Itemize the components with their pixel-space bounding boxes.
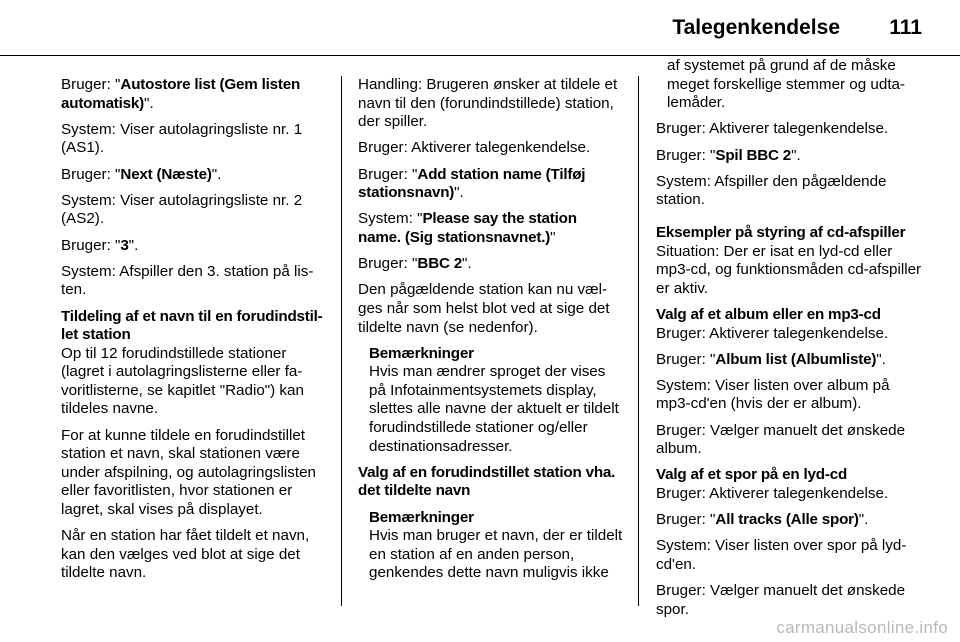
note-title: Bemærkninger: [369, 344, 474, 362]
watermark: carmanualsonline.info: [776, 618, 948, 637]
section-heading: Valg af en forudindstillet station vha. det tildelte navn: [358, 463, 616, 500]
paragraph: [358, 210, 623, 247]
paragraph: [61, 237, 329, 256]
command-text: Please say the station name. (Sig stationsnavnet.): [358, 210, 577, 246]
note-text: Hvis man bruger et navn, der er tildelt en station af en anden person, genkendes dette navn muligvis ikke: [369, 527, 623, 582]
command-text: Spil BBC 2: [715, 146, 792, 164]
paragraph: Bruger: Vælger manuelt det ønskede spor.: [656, 582, 906, 618]
paragraph: Situation: Der er isat en lyd-cd eller mp3-cd, og funktionsmåden cd-afspiller er aktiv.: [656, 242, 922, 297]
paragraph: [656, 351, 924, 370]
command-text: Next (Næste): [120, 165, 212, 183]
section-heading: Eksempler på styring af cd-afspiller: [656, 223, 906, 241]
text: Bruger: ": [61, 165, 121, 183]
command-text: BBC 2: [417, 255, 462, 273]
page-number: 111: [889, 16, 922, 39]
note-continuation: af systemet på grund af de måske meget forskellige stemmer og udtalemåder.: [667, 57, 906, 112]
paragraph: System: Viser listen over album på mp3-cd'en (hvis der er album).: [656, 376, 890, 413]
paragraph: System: Afspiller den 3. station på listen.: [61, 262, 314, 299]
paragraph: [656, 147, 924, 166]
text: ".: [876, 350, 886, 368]
command-text: All tracks (Alle spor): [715, 511, 859, 529]
text: Bruger: ": [358, 165, 418, 183]
text: Bruger: ": [656, 511, 716, 529]
section-heading: Valg af et album eller en mp3-cd: [656, 305, 881, 323]
text: ".: [454, 184, 464, 202]
command-text: Album list (Albumliste): [715, 350, 877, 368]
text: ".: [144, 94, 154, 112]
command-text: Autostore list (Gem listen automatisk): [61, 76, 301, 112]
paragraph: Når en station har fået tildelt et navn, kan den vælges ved blot at sige det tildelte navn.: [61, 527, 310, 582]
page-title: Talegenkendelse: [672, 16, 840, 39]
text: ".: [211, 165, 222, 183]
paragraph: [358, 255, 623, 274]
command-text: Add station name (Tilføj stationsnavn): [358, 165, 586, 202]
paragraph: System: Viser listen over spor på lyd-cd'en.: [656, 537, 907, 573]
column-3: [656, 57, 924, 627]
note-title: Bemærkninger: [369, 508, 474, 526]
paragraph: Op til 12 forudindstillede stationer (lagret i autolagringslisterne eller favoritlisterne, se kapitlet "Radio") kan tildeles navne.: [61, 344, 304, 418]
command-text: 3: [120, 236, 129, 254]
text: Bruger: ": [61, 236, 121, 254]
paragraph: Bruger: Aktiverer talegenkendelse.: [656, 324, 889, 342]
paragraph: Handling: Brugeren ønsker at tildele et navn til den (forundindstillede) station, der spiller.: [358, 76, 618, 131]
paragraph: Bruger: Aktiverer talegenkendelse.: [656, 120, 889, 138]
section-heading: Tildeling af et navn til en forudindstillet station: [61, 307, 323, 344]
paragraph: [656, 511, 924, 530]
text: Bruger: ": [358, 255, 418, 273]
paragraph: [61, 166, 329, 185]
text: Bruger: ": [656, 146, 716, 164]
paragraph: Den pågældende station kan nu vælges når som helst blot ved at sige det tildelte navn (se nedenfor).: [358, 281, 610, 336]
paragraph: Bruger: Aktiverer talegenkendelse.: [358, 139, 591, 157]
text: ": [550, 228, 556, 246]
note-block: [358, 509, 623, 583]
section-heading: Valg af et spor på en lyd-cd: [656, 466, 848, 484]
paragraph: System: Viser autolagringsliste nr. 2 (AS2).: [61, 191, 303, 228]
column-divider-1: [341, 76, 342, 606]
text: Bruger: ": [61, 76, 121, 93]
paragraph: Bruger: Aktiverer talegenkendelse.: [656, 485, 889, 503]
header-rule: [0, 55, 960, 56]
paragraph: System: Viser autolagringsliste nr. 1 (AS1).: [61, 120, 303, 157]
paragraph: [61, 76, 329, 113]
column-divider-2: [638, 76, 639, 606]
page-header: [0, 0, 960, 50]
paragraph: [358, 166, 623, 203]
column-2: [358, 76, 623, 591]
text: ".: [128, 236, 139, 254]
text: ".: [791, 146, 801, 164]
text: System: ": [358, 210, 423, 228]
note-block: [358, 345, 623, 457]
column-1: [61, 76, 329, 591]
paragraph: System: Afspiller den pågældende station.: [656, 172, 887, 209]
text: ".: [462, 255, 472, 273]
text: ".: [858, 511, 869, 529]
paragraph: For at kunne tildele en forudindstillet station et navn, skal stationen være under afspilning, og autolagringslisten eller favoritlisten, hvor stationen er lagret, skal vises på displayet.: [61, 426, 316, 519]
paragraph: Bruger: Vælger manuelt det ønskede album.: [656, 421, 906, 458]
text: Bruger: ": [656, 350, 716, 368]
note-text: Hvis man ændrer sproget der vises på Infotainmentsystemets display, slettes alle navne der aktuelt er tildelt forudindstillede stationer og/eller destinationsadresser.: [369, 363, 619, 455]
